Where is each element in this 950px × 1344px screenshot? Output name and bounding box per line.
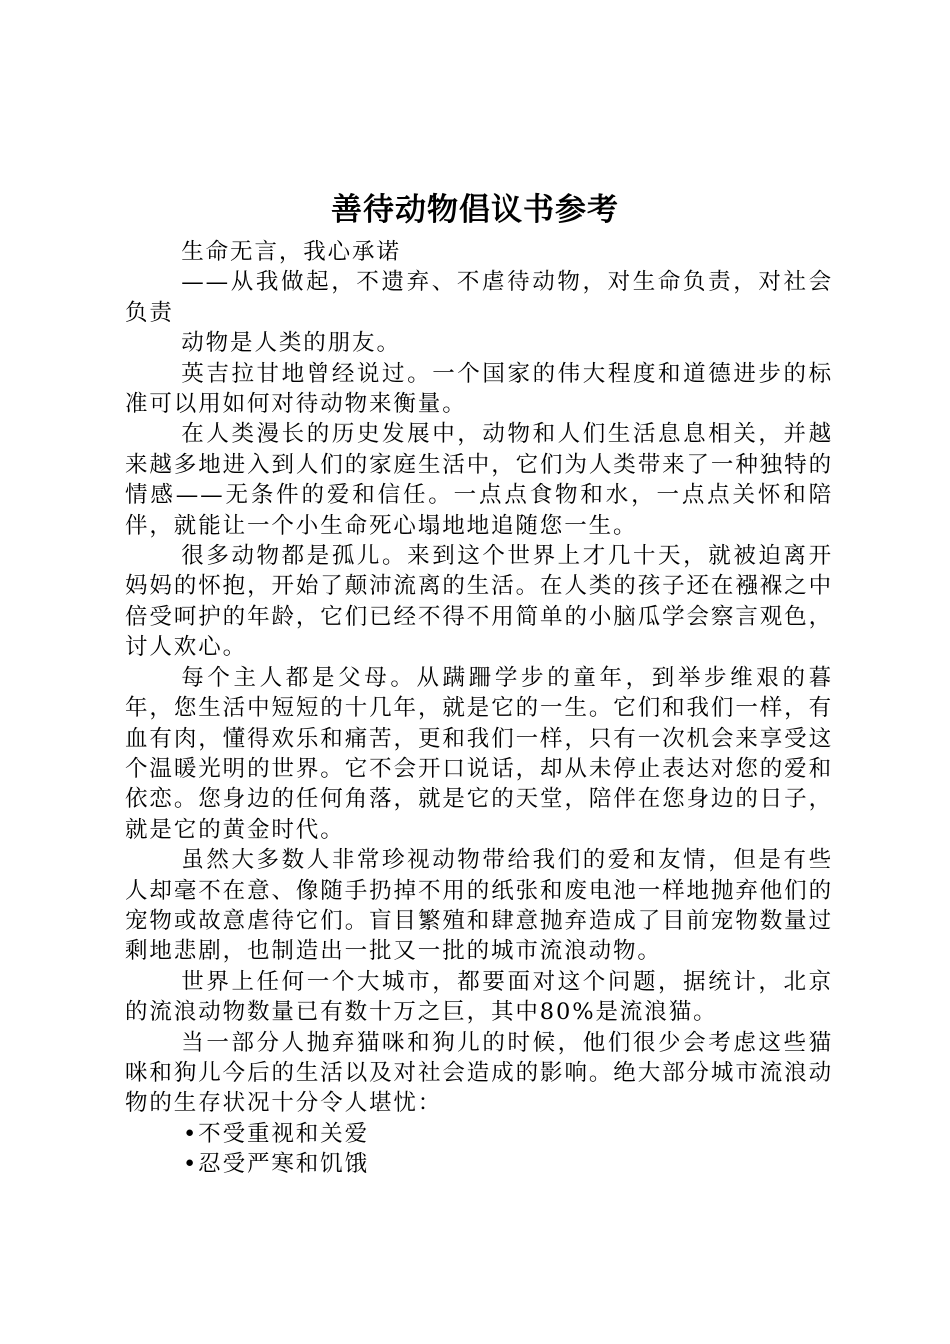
body-paragraph: 世界上任何一个大城市，都要面对这个问题，据统计，北京的流浪动物数量已有数十万之巨，其中80%是流浪猫。 — [125, 968, 833, 1026]
document-title: 善待动物倡议书参考 — [331, 192, 619, 228]
body-paragraph: 每个主人都是父母。从蹒跚学步的童年，到举步维艰的暮年，您生活中短短的十几年，就是它的一生。它们和我们一样，有血有肉，懂得欢乐和痛苦，更和我们一样，只有一次机会来享受这个温暖光明的世界。它不会开口说话，却从未停止表达对您的爱和依恋。您身边的任何角落，就是它的天堂，陪伴在您身边的日子，就是它的黄金时代。 — [125, 664, 833, 843]
bullet-item: •忍受严寒和饥饿 — [183, 1151, 369, 1178]
subtitle-slogan: ——从我做起，不遗弃、不虐待动物，对生命负责，对社会负责 — [125, 269, 833, 326]
subtitle-line: 生命无言，我心承诺 — [181, 239, 401, 265]
body-paragraph: 很多动物都是孤儿。来到这个世界上才几十天，就被迫离开妈妈的怀抱，开始了颠沛流离的生活。在人类的孩子还在襁褓之中倍受呵护的年龄，它们已经不得不用简单的小脑瓜学会察言观色，讨人欢心。 — [125, 543, 833, 661]
bullet-item: •不受重视和关爱 — [183, 1120, 369, 1147]
body-paragraph: 动物是人类的朋友。 — [181, 330, 401, 357]
body-paragraph: 虽然大多数人非常珍视动物带给我们的爱和友情，但是有些人却毫不在意、像随手扔掉不用的纸张和废电池一样地抛弃他们的宠物或故意虐待它们。盲目繁殖和肆意抛弃造成了目前宠物数量过剩地悲剧，也制造出一批又一批的城市流浪动物。 — [125, 847, 833, 965]
body-paragraph: 在人类漫长的历史发展中，动物和人们生活息息相关，并越来越多地进入到人们的家庭生活中，它们为人类带来了一种独特的情感——无条件的爱和信任。一点点食物和水，一点点关怀和陪伴，就能让一个小生命死心塌地地追随您一生。 — [125, 421, 833, 539]
body-paragraph: 英吉拉甘地曾经说过。一个国家的伟大程度和道德进步的标准可以用如何对待动物来衡量。 — [125, 360, 833, 418]
body-paragraph: 当一部分人抛弃猫咪和狗儿的时候，他们很少会考虑这些猫咪和狗儿今后的生活以及对社会造成的影响。绝大部分城市流浪动物的生存状况十分令人堪忧： — [125, 1029, 833, 1117]
document-body — [125, 237, 833, 1180]
